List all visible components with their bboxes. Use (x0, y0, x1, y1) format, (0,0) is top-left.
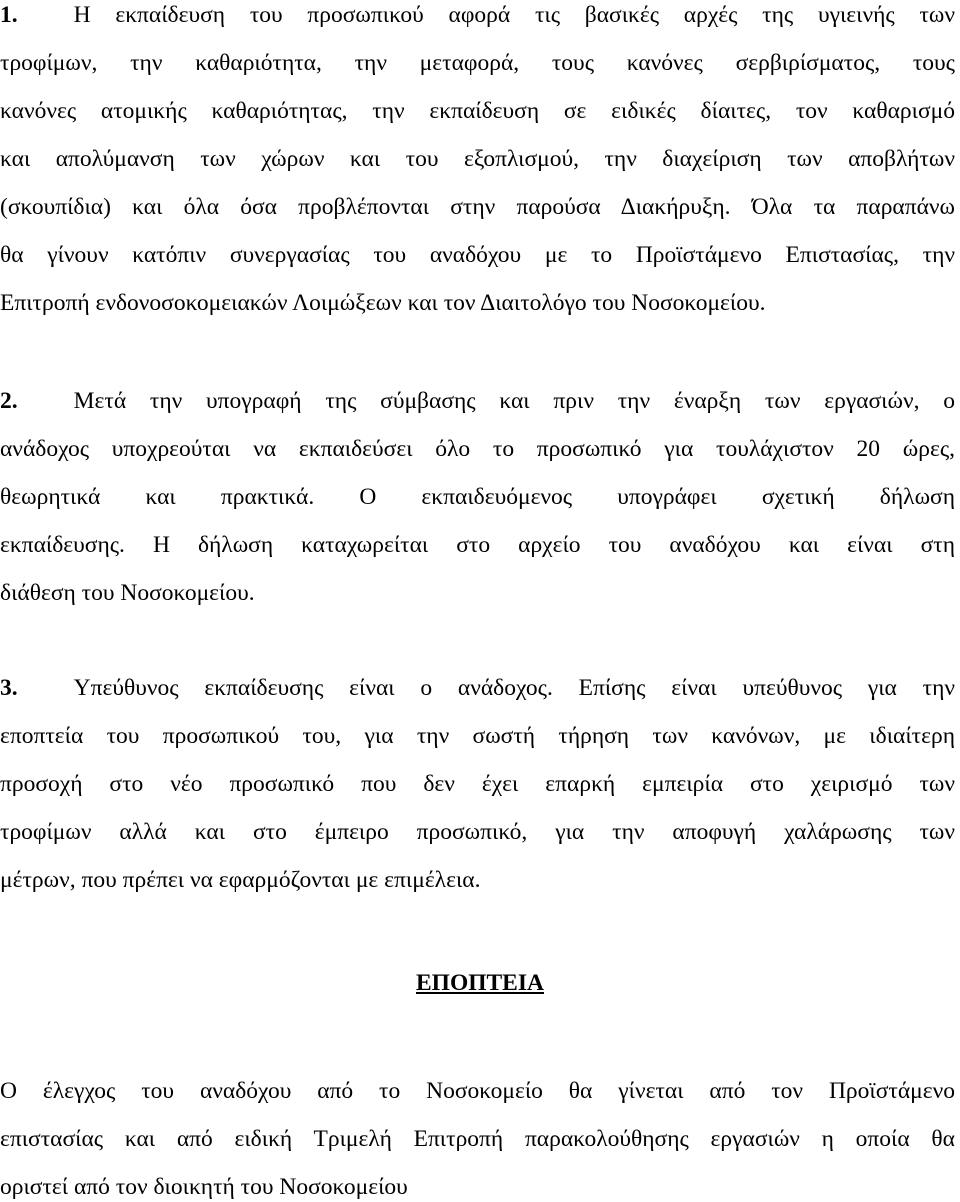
paragraph-3-line-3: προσοχή στο νέο προσωπικό που δεν έχει επαρκή εμπειρία στο χειρισμό των (0, 771, 955, 797)
paragraph-1-line-1: 1. Η εκπαίδευση του προσωπικού αφορά τις βασικές αρχές της υγιεινής των (0, 2, 955, 28)
paragraph-2-line-2: ανάδοχος υποχρεούται να εκπαιδεύσει όλο το προσωπικό για τουλάχιστον 20 ώρες, (0, 436, 955, 462)
section-line-1: Ο έλεγχος του αναδόχου από το Νοσοκομείο θα γίνεται από τον Προϊστάμενο (0, 1078, 955, 1104)
paragraph-2-number: 2. (0, 388, 18, 414)
paragraph-1-line-3: κανόνες ατομικής καθαριότητας, την εκπαίδευση σε ειδικές δίαιτες, τον καθαρισμό (0, 98, 955, 124)
paragraph-2-line-1: 2. Μετά την υπογραφή της σύμβασης και πριν την έναρξη των εργασιών, ο (0, 388, 955, 414)
paragraph-3-number: 3. (0, 675, 18, 701)
paragraph-2-line-3: θεωρητικά και πρακτικά. Ο εκπαιδευόμενος υπογράφει σχετική δήλωση (0, 484, 955, 510)
paragraph-1-line-6: θα γίνουν κατόπιν συνεργασίας του αναδόχου με το Προϊστάμενο Επιστασίας, την (0, 242, 955, 268)
paragraph-2-line-5: διάθεση του Νοσοκομείου. (0, 580, 255, 606)
paragraph-3-line-4: τροφίμων αλλά και στο έμπειρο προσωπικό, για την αποφυγή χαλάρωσης των (0, 819, 955, 845)
paragraph-3-line-1: 3. Υπεύθυνος εκπαίδευσης είναι ο ανάδοχος. Επίσης είναι υπεύθυνος για την (0, 675, 955, 701)
paragraph-1-line-5: (σκουπίδια) και όλα όσα προβλέπονται στην παρούσα Διακήρυξη. Όλα τα παραπάνω (0, 194, 955, 220)
section-heading: ΕΠΟΠΤΕΙΑ (416, 970, 544, 996)
paragraph-2-line-4: εκπαίδευσης. Η δήλωση καταχωρείται στο αρχείο του αναδόχου και είναι στη (0, 532, 955, 558)
section-line-3: οριστεί από τον διοικητή του Νοσοκομείου (0, 1174, 408, 1200)
paragraph-1-line-4: και απολύμανση των χώρων και του εξοπλισμού, την διαχείριση των αποβλήτων (0, 146, 955, 172)
paragraph-1-line-7: Επιτροπή ενδονοσοκομειακών Λοιμώξεων και τον Διαιτολόγο του Νοσοκομείου. (0, 290, 766, 316)
section-line-2: επιστασίας και από ειδική Τριμελή Επιτροπή παρακολούθησης εργασιών η οποία θα (0, 1126, 955, 1152)
paragraph-3-line-5: μέτρων, που πρέπει να εφαρμόζονται με επιμέλεια. (0, 867, 481, 893)
paragraph-1-number: 1. (0, 2, 18, 28)
paragraph-3-line-2: εποπτεία του προσωπικού του, για την σωστή τήρηση των κανόνων, με ιδιαίτερη (0, 723, 955, 749)
paragraph-1-line-2: τροφίμων, την καθαριότητα, την μεταφορά, τους κανόνες σερβιρίσματος, τους (0, 50, 955, 76)
